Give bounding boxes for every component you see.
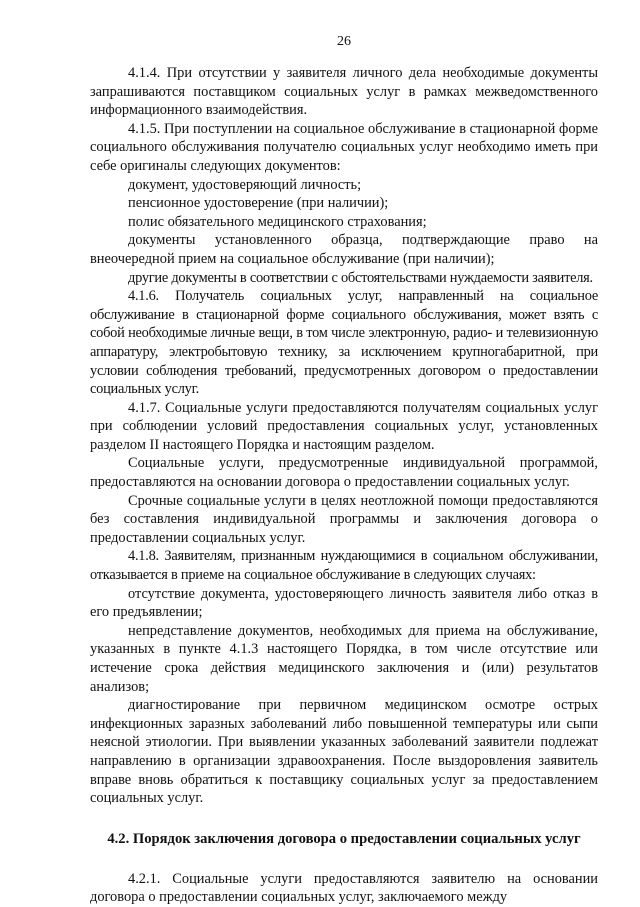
page-number: 26 [337,34,351,49]
paragraph-4-1-8: 4.1.8. Заявителям, признанным нуждающимися в социальном обслуживании, отказывается в приеме на социальное обслуживание в следующих случаях: [90,548,598,584]
section-heading-4-2: 4.2. Порядок заключения договора о предоставлении социальных услуг [107,830,581,847]
list-item-pension-certificate: пенсионное удостоверение (при наличии); [128,195,389,212]
paragraph-individual-program: Социальные услуги, предусмотренные индивидуальной программой, предоставляются на основании договора о предоставлении социальных услуг. [90,455,598,491]
section-4-2-text [90,870,598,907]
paragraph-urgent-services: Срочные социальные услуги в целях неотложной помощи предоставляются без составления индивидуальной программы и заключения договора о предоставлении социальных услуг. [90,492,598,546]
refusal-reason-diagnosis: диагностирование при первичном медицинском осмотре острых инфекционных заразных заболеваний либо повышенной температуры или сыпи неясной этиологии. При выявлении указанных заболеваний заявители подлежат направлению в организации здравоохранения. После выздоровления заявитель вправе вновь обратиться к поставщику социальных услуг за предоставлением социальных услуг. [90,697,598,807]
list-item-medical-insurance: полис обязательного медицинского страхования; [128,213,427,230]
list-item-priority-documents: документы установленного образца, подтверждающие право на внеочередной прием на социальное обслуживание (при наличии); [90,232,598,267]
refusal-reason-missing-documents: непредставление документов, необходимых для приема на обслуживание, указанных в пункте 4.1.3 настоящего Порядка, в том числе отсутствие или истечение срока действия медицинского заключения и (или) результатов анализов; [90,622,598,695]
paragraph-4-1-5: 4.1.5. При поступлении на социальное обслуживание в стационарной форме социального обслуживания получателю социальных услуг необходимо иметь при себе оригиналы следующих документов: [90,120,598,174]
refusal-reason-no-document: отсутствие документа, удостоверяющего личность заявителя либо отказ в его предъявлении; [90,585,598,621]
paragraph-4-1-4: 4.1.4. При отсутствии у заявителя личного дела необходимые документы запрашиваются поставщиком социальных услуг в рамках межведомственного информационного взаимодействия. [90,65,598,119]
paragraph-4-1-7: 4.1.7. Социальные услуги предоставляются получателям социальных услуг при соблюдении условий предоставления социальных услуг, установленных разделом II настоящего Порядка и настоящим разделом. [90,399,598,453]
list-item-identity-document: документ, удостоверяющий личность; [128,176,362,193]
paragraph-4-1-6: 4.1.6. Получатель социальных услуг, направленный на социальное обслуживание в стационарной форме социального обслуживания, может взять с собой необходимые личные вещи, в том числе электронную, радио- и телевизионную аппаратуру, электробытовую технику, за исключением крупногабаритной, при условии соблюдения требований, предусмотренных договором о предоставлении социальных услуг. [90,288,598,398]
paragraph-4-2-1: 4.2.1. Социальные услуги предоставляются заявителю на основании договора о предоставлении социальных услуг, заключаемого между [90,870,598,906]
list-item-other-documents: другие документы в соответствии с обстоятельствами нуждаемости заявителя. [128,269,593,286]
section-4-1-text [90,64,598,808]
